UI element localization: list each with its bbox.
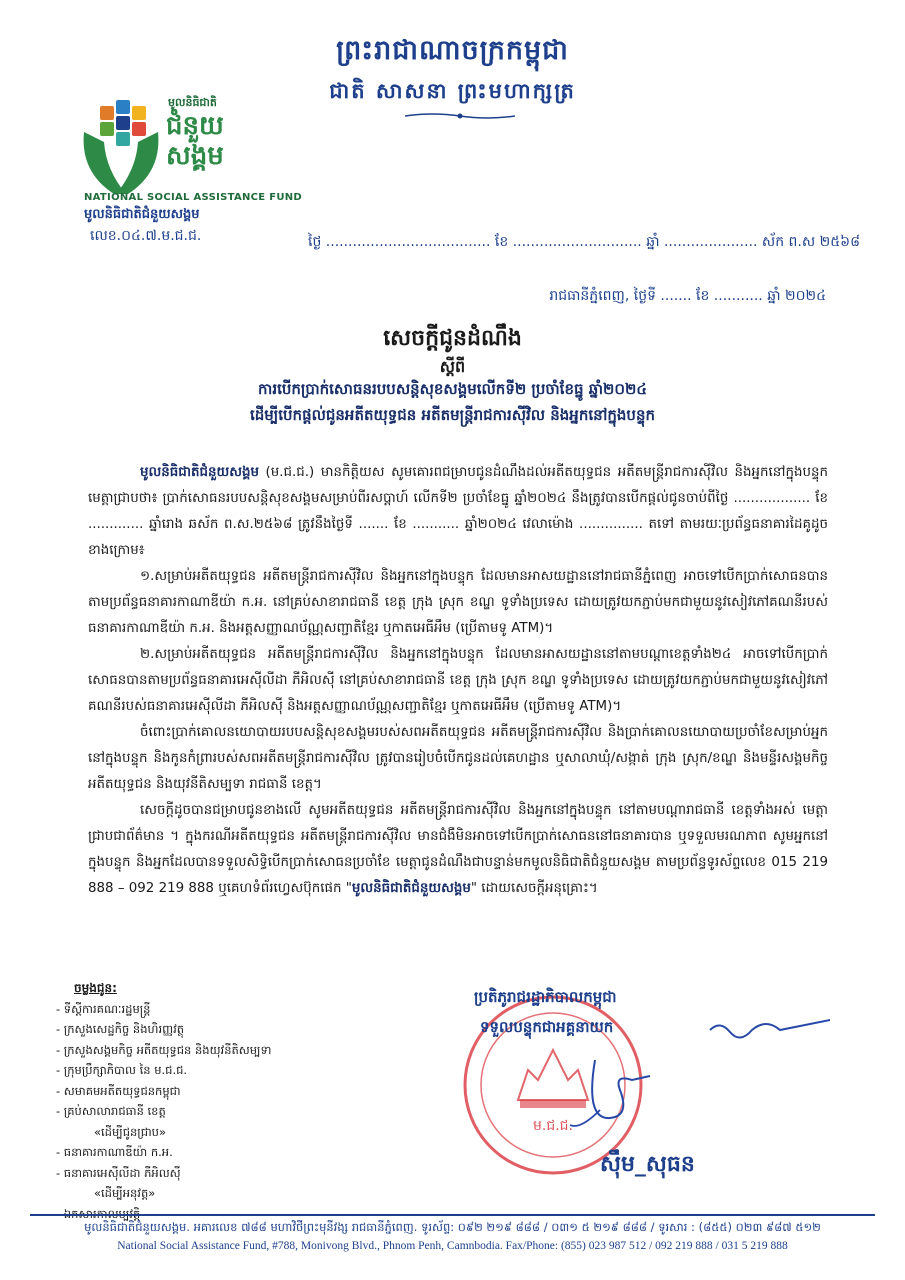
logo-name-line1: មូលនិធិជាតិ xyxy=(168,96,217,109)
paragraph-intro-text: (ម.ជ.ជ.) មានកិត្តិយស សូមគោរពជម្រាបជូនដំណឹងដល់អតីតយុទ្ធជន អតីតមន្ត្រីរាជការស៊ីវិល និងអ្នកនៅក្នុងបន្ទុក មេត្តាជ្រាបថា៖ ប្រាក់សោធនរបបសន្តិសុខសង្គមសម្រាប់ពីរសប្តាហ៍ លើកទី២ ប្រចាំខែធ្នូ ឆ្នាំ២០២៤ នឹងត្រូវបានបើកផ្តល់ជូនចាប់ពីថ្ងៃ .................. ខែ ............. ឆ្នាំរោង ឆស័ក ព.ស.២៥៦៨ ត្រូវនឹងថ្ងៃទី ....... ខែ ........... ឆ្នាំ២០២៤ វេលាម៉ោង ............... តទៅ តាមរយៈប្រព័ន្ធធនាគារដៃគូដូចខាងក្រោម៖ xyxy=(88,465,828,558)
paragraph-intro xyxy=(88,460,828,564)
list-item: - ក្រុមប្រឹក្សាភិបាល នៃ ម.ជ.ជ. xyxy=(56,1063,188,1077)
national-motto: ជាតិ សាសនា ព្រះមហាក្សត្រ xyxy=(329,79,576,103)
signatory-name: ស៊ឹម_សុធន xyxy=(600,1152,695,1177)
handwritten-signature xyxy=(540,1000,830,1140)
list-item: - ក្រសួងសង្គមកិច្ច អតីតយុទ្ធជន និងយុវនីតិសម្បទា xyxy=(56,1042,272,1057)
logo-name-line3: សង្គម xyxy=(166,141,224,171)
logo-khmer-caption: មូលនិធិជាតិជំនួយសង្គម xyxy=(84,207,200,222)
logo-english-name: NATIONAL SOCIAL ASSISTANCE FUND xyxy=(84,192,303,203)
logo-name-line2: ជំនួយ xyxy=(166,111,224,141)
kingdom-heading: ព្រះរាជាណាចក្រកម្ពុជា xyxy=(336,35,569,66)
footer-khmer: មូលនិធិជាតិជំនួយសង្គម. អគារលេខ ៧៨៨ មហាវិថីព្រះមុនីវង្ស រាជធានីភ្នំពេញ. ទូរស័ព្ទ: ០៩២ ២១៩ ៨៨៨ / ០៣១ ៥ ២១៩ ៨៨៨ / ទូរសារ : (៨៥៥) ០២៣ ៩៨៧ ៥១២ xyxy=(84,1220,821,1234)
solar-date: រាជធានីភ្នំពេញ, ថ្ងៃទី ....... ខែ ........... ឆ្នាំ ២០២៤ xyxy=(549,288,826,304)
paragraph-policy: ចំពោះប្រាក់គោលនយោបាយរបបសន្តិសុខសង្គមរបស់សពអតីតយុទ្ធជន អតីតមន្ត្រីរាជការស៊ីវិល និងប្រាក់គោលនយោបាយប្រចាំខែសម្រាប់អ្នកនៅក្នុងបន្ទុក និងកូនកំព្រារបស់សពអតីតមន្ត្រីរាជការស៊ីវិល ត្រូវបានរៀបចំបើកជូនដល់គេហដ្ឋាន ឬសាលាឃុំ/សង្កាត់ ក្រុង ស្រុក/ខណ្ឌ និងមន្ទីរសង្គមកិច្ច អតីតយុទ្ធជន និងយុវនីតិសម្បទា រាជធានី ខេត្ត។ xyxy=(88,725,828,792)
closing-text: សេចក្តីដូចបានជម្រាបជូនខាងលើ សូមអតីតយុទ្ធជន អតីតមន្ត្រីរាជការស៊ីវិល និងអ្នកនៅក្នុងបន្ទុក នៅតាមបណ្តារាជធានី ខេត្តទាំងអស់ មេត្តាជ្រាបជាព័ត៌មាន ។ ក្នុងករណីអតីតយុទ្ធជន អតីតមន្ត្រីរាជការស៊ីវិល មានជំងឺមិនអាចទៅបើកប្រាក់សោធននៅធនាគារបាន ឬទទួលមរណភាព សូមអ្នកនៅក្នុងបន្ទុក និងអ្នកដែលបានទទួលសិទ្ធិបើកប្រាក់សោធនប្រចាំខែ មេត្តាជូនដំណឹងជាបន្ទាន់មកមូលនិធិជាតិជំនួយសង្គម តាមប្រព័ន្ធទូរស័ព្ទលេខ 015 219 888 – 092 219 888 ឬគេហទំព័រហ្វេសប៊ុកផេក " xyxy=(88,803,828,896)
paragraph-phnom-penh: ១.សម្រាប់អតីតយុទ្ធជន អតីតមន្ត្រីរាជការស៊ីវិល និងអ្នកនៅក្នុងបន្ទុក ដែលមានអាសយដ្ឋាននៅរាជធានីភ្នំពេញ អាចទៅបើកប្រាក់សោធនបានតាមប្រព័ន្ធធនាគារកាណាឌីយ៉ា ក.អ. នៅគ្រប់សាខារាជធានី ខេត្ត ក្រុង ស្រុក ខណ្ឌ ទូទាំងប្រទេស ដោយត្រូវយកភ្ជាប់មកជាមួយនូវសៀវភៅគណនីរបស់ធនាគារកាណាឌីយ៉ា ក.អ. និងអត្តសញ្ញាណប័ណ្ណសញ្ជាតិខ្មែរ ឬកាតអេធីអឹម (ប្រើតាមទូ ATM)។ xyxy=(88,569,828,636)
copy-to-title: ចម្លងជូន: xyxy=(74,981,117,995)
signatory-title-1: ប្រតិភូរាជរដ្ឋាភិបាលកម្ពុជា xyxy=(474,988,617,1006)
list-item: - គ្រប់សាលារាជធានី ខេត្ត xyxy=(56,1104,166,1118)
org-name: មូលនិធិជាតិជំនួយសង្គម xyxy=(140,465,259,480)
list-item: - ក្រសួងសេដ្ឋកិច្ច និងហិរញ្ញវត្ថុ xyxy=(56,1022,185,1036)
paragraph-provinces: ២.សម្រាប់អតីតយុទ្ធជន អតីតមន្ត្រីរាជការស៊ីវិល និងអ្នកនៅក្នុងបន្ទុក ដែលមានអាសយដ្ឋាននៅតាមបណ្តាខេត្តទាំង២៤ អាចទៅបើកប្រាក់សោធនបានតាមប្រព័ន្ធធនាគារអេស៊ីលីដា ភីអិលស៊ី នៅគ្រប់សាខារាជធានី ខេត្ត ក្រុង ស្រុក ខណ្ឌ ទូទាំងប្រទេស ដោយត្រូវយកភ្ជាប់មកជាមួយនូវសៀវភៅគណនីរបស់ធនាគារអេស៊ីលីដា ភីអិលស៊ី និងអត្តសញ្ញាណប័ណ្ណសញ្ជាតិខ្មែរ ឬកាតអេធីអឹម (ប្រើតាមទូ ATM)។ xyxy=(88,647,828,714)
subject-line-2: ដើម្បីបើកផ្តល់ជូនអតីតយុទ្ធជន អតីតមន្ត្រីរាជការស៊ីវិល និងអ្នកនៅក្នុងបន្ទុក xyxy=(250,406,655,424)
notice-body xyxy=(88,460,828,902)
seal-text: ម.ជ.ជ. xyxy=(532,1118,574,1134)
copy-to-list xyxy=(56,978,306,1224)
list-item: - ទីស្តីការគណៈរដ្ឋមន្ត្រី xyxy=(56,1001,151,1016)
document-title: សេចក្តីជូនដំណឹង xyxy=(383,326,522,351)
list-item: - ធនាគារអេស៊ីលីដា ភីអិលស៊ី xyxy=(56,1165,181,1180)
footer-divider xyxy=(30,1214,875,1216)
lunar-date: ថ្ងៃ ..................................... ខែ ............................. ឆ្នាំ ..................... ស័ក ព.ស ២៥៦៨ xyxy=(308,234,860,250)
ornament-divider xyxy=(405,112,515,120)
list-item: - ធនាគារកាណាឌីយ៉ា ក.អ. xyxy=(56,1145,173,1159)
closing-end: " ដោយសេចក្តីអនុគ្រោះ។ xyxy=(470,881,598,896)
footer-english: National Social Assistance Fund, #788, Monivong Blvd., Phnom Penh, Camnbodia. Fax/Phone: (855) 023 987 512 / 092 219 888 / 031 5 219 888 xyxy=(117,1240,788,1252)
reference-number: លេខ.០៤.៧.ម.ជ.ជ. xyxy=(90,228,202,244)
list-item: - សមាគមអតីតយុទ្ធជនកម្ពុជា xyxy=(56,1083,181,1098)
subject-label: ស្តីពី xyxy=(439,357,466,376)
list-note: «ដើម្បីជូនជ្រាប» xyxy=(94,1124,167,1139)
subject-line-1: ការបើកប្រាក់សោធនរបបសន្តិសុខសង្គមលើកទី២ ប្រចាំខែធ្នូ ឆ្នាំ២០២៤ xyxy=(258,380,647,398)
closing-org-name: មូលនិធិជាតិជំនួយសង្គម xyxy=(351,881,471,896)
list-note: «ដើម្បីអនុវត្ត» xyxy=(94,1186,156,1200)
signatory-title-2: ទទួលបន្ទុកជាអគ្គនាយក xyxy=(480,1018,614,1036)
paragraph-closing xyxy=(88,798,828,902)
